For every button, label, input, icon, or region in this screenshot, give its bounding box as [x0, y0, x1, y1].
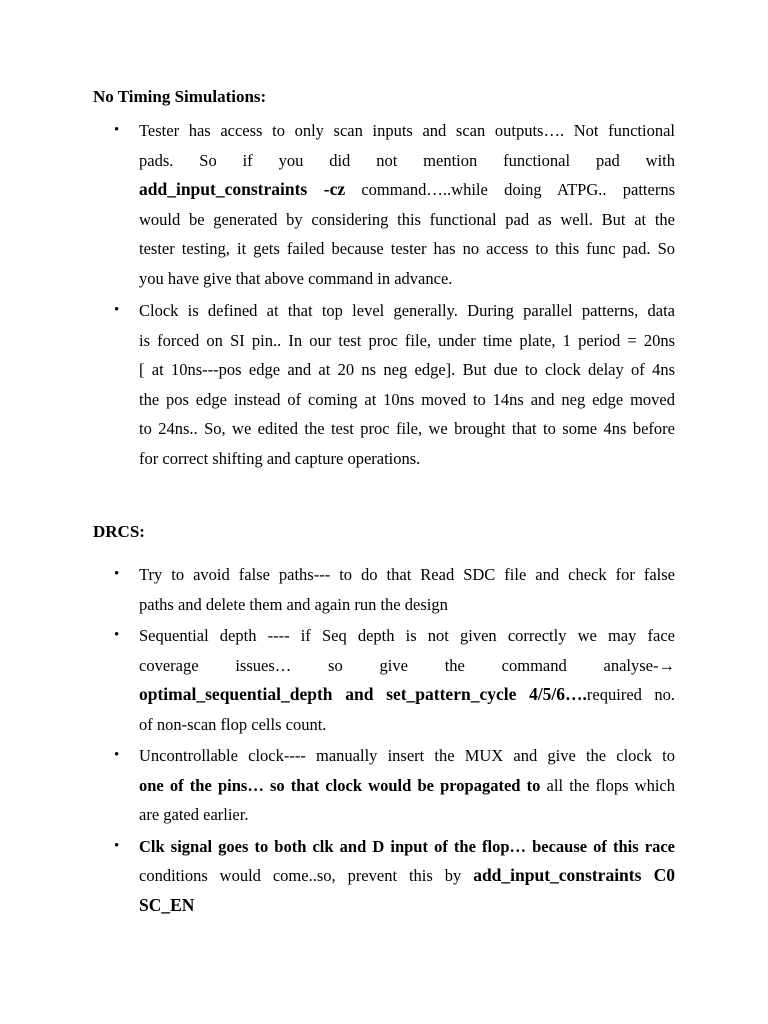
list-item [0, 621, 768, 739]
text-line: you have give that above command in advance. [139, 268, 453, 288]
text-line: of non-scan flop cells count. [139, 714, 327, 734]
bullet-icon: • [114, 122, 120, 138]
text-line: [ at 10ns---pos edge and at 20 ns neg edge]. But due to clock delay of 4ns [139, 360, 675, 379]
text-line: Sequential depth ---- if Seq depth is not given correctly we may face [139, 626, 675, 645]
arrow-icon: → [658, 655, 675, 675]
command-text: add_input_constraints C0 [473, 865, 675, 885]
bullet-icon: • [114, 627, 120, 643]
command-text: add_input_constraints -cz [139, 179, 346, 199]
text-line: to 24ns.. So, we edited the test proc file, we brought that to some 4ns before [139, 419, 675, 438]
command-text: optimal_sequential_depth and set_pattern_cycle 4/5/6…. [139, 684, 587, 704]
emphasis-text: one of the pins… so that clock would be propagated to [139, 775, 541, 795]
bullet-icon: • [114, 302, 120, 318]
text-line: pads. So if you did not mention functional pad with [139, 150, 675, 170]
text-line: Try to avoid false paths--- to do that Read SDC file and check for false [139, 565, 675, 584]
list-item [0, 832, 768, 921]
text-line: the pos edge instead of coming at 10ns moved to 14ns and neg edge moved [139, 389, 675, 409]
text-line: Clk signal goes to both clk and D input of the flop… because of this race [139, 836, 675, 856]
bullet-icon: • [114, 747, 120, 763]
text-line: is forced on SI pin.. In our test proc file, under time plate, 1 period = 20ns [139, 330, 675, 350]
text-line: would be generated by considering this functional pad as well. But at the [139, 209, 675, 229]
section-heading-no-timing-simulations: No Timing Simulations: [93, 87, 267, 106]
drcs-bullet-list [0, 560, 768, 922]
text-line: Uncontrollable clock---- manually insert the MUX and give the clock to [139, 746, 675, 765]
list-item [0, 296, 768, 473]
no-timing-bullet-list [0, 116, 768, 476]
text-line: add_input_constraints -cz command…..while doing ATPG.. patterns [139, 179, 675, 199]
bullet-icon: • [114, 837, 120, 854]
text-line: conditions would come..so, prevent this by add_input_constraints C0 [139, 865, 675, 885]
text-line: SC_EN [139, 894, 195, 915]
text-line: Clock is defined at that top level generally. During parallel patterns, data [139, 301, 675, 320]
text-line: optimal_sequential_depth and set_pattern_cycle 4/5/6….required no. [139, 684, 675, 704]
text-line: for correct shifting and capture operations. [139, 448, 421, 468]
list-item [0, 741, 768, 830]
text-line: are gated earlier. [139, 805, 249, 824]
bullet-icon: • [114, 566, 120, 582]
text-line: Tester has access to only scan inputs and scan outputs…. Not functional [139, 121, 675, 140]
text-line: tester testing, it gets failed because tester has no access to this func pad. So [139, 239, 675, 258]
section-heading-drcs: DRCS: [93, 522, 145, 541]
list-item [0, 116, 768, 293]
list-item [0, 560, 768, 619]
text-line: paths and delete them and again run the design [139, 594, 448, 614]
text-line: one of the pins… so that clock would be propagated to all the flops which [139, 775, 675, 795]
text-line: coverage issues… so give the command analyse-→ [139, 655, 675, 675]
